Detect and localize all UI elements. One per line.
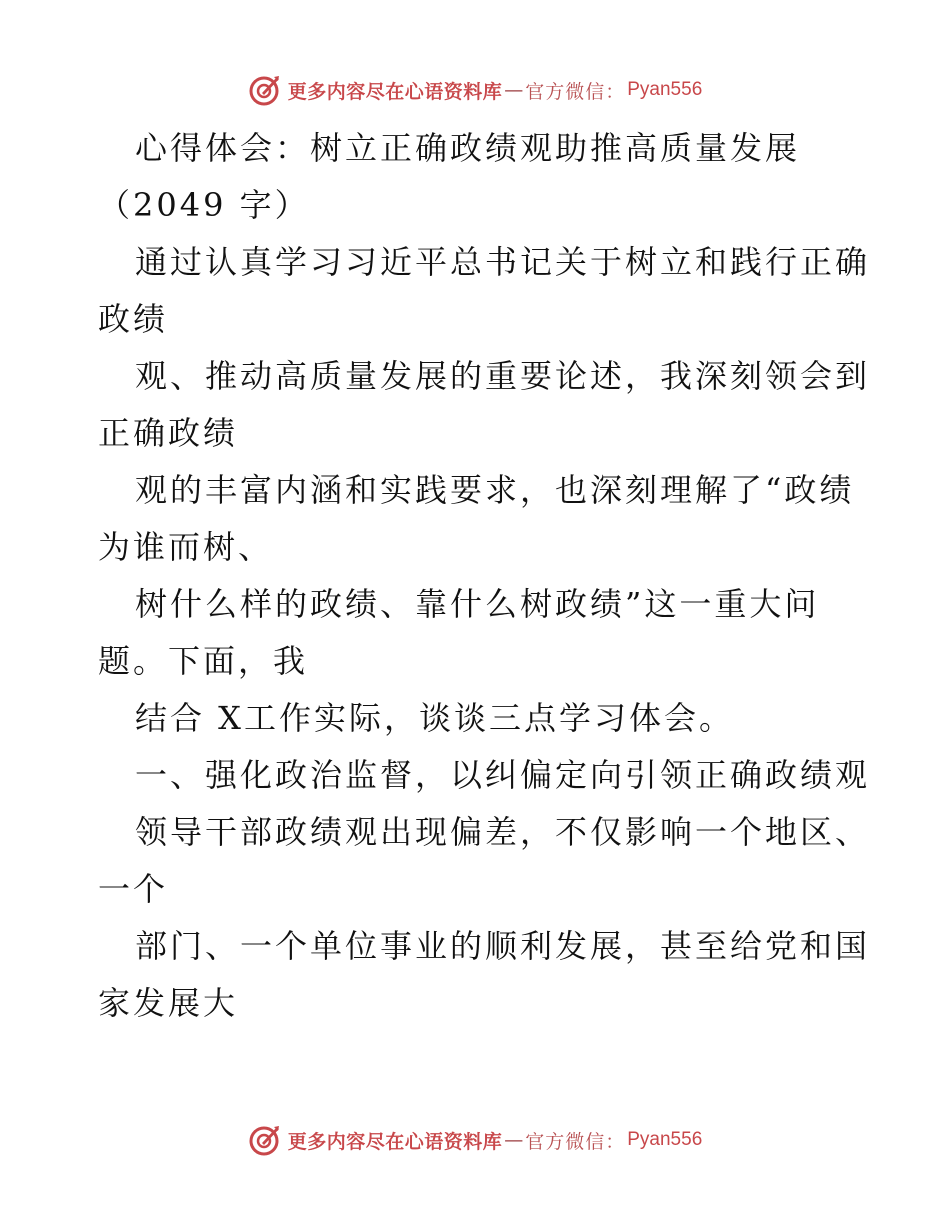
document-line: 树什么样的政绩、靠什么树政绩”这一重大问 [135, 585, 820, 623]
document-line: 政绩 [98, 300, 169, 338]
document-body [98, 120, 871, 1032]
brand-logo-icon [248, 73, 282, 107]
footer-wechat-label: 官方微信： [525, 1130, 626, 1153]
footer-brand-text: 更多内容尽在心语资料库 [287, 1130, 503, 1153]
document-line: 心得体会：树立正确政绩观助推高质量发展 [135, 129, 801, 167]
document-line: 部门、一个单位事业的顺利发展，甚至给党和国 [135, 927, 871, 965]
footer-watermark [0, 1120, 950, 1160]
document-line: 领导干部政绩观出现偏差，不仅影响一个地区、 [135, 813, 871, 851]
document-line: 正确政绩 [98, 414, 239, 452]
footer-wechat-account: Pyan556 [627, 1129, 703, 1150]
header-dash: — [504, 79, 524, 101]
brand-logo-icon [248, 1123, 282, 1157]
document-line: 家发展大 [98, 984, 239, 1022]
document-line: 为谁而树、 [98, 528, 274, 566]
document-line: 观的丰富内涵和实践要求，也深刻理解了“政绩 [135, 471, 855, 509]
header-brand-text: 更多内容尽在心语资料库 [287, 80, 503, 103]
document-line: 题。下面，我 [98, 642, 309, 680]
footer-dash: — [504, 1129, 524, 1151]
document-line: 结合 X工作实际，谈谈三点学习体会。 [135, 699, 734, 737]
document-line: 通过认真学习习近平总书记关于树立和践行正确 [135, 243, 871, 281]
document-line: 一、强化政治监督，以纠偏定向引领正确政绩观 [135, 756, 871, 794]
document-line: 观、推动高质量发展的重要论述，我深刻领会到 [135, 357, 871, 395]
header-wechat-label: 官方微信： [525, 80, 626, 103]
document-line: 一个 [98, 870, 169, 908]
header-watermark [0, 70, 950, 110]
header-wechat-account: Pyan556 [627, 79, 703, 100]
document-line: （2049 字） [98, 186, 310, 224]
